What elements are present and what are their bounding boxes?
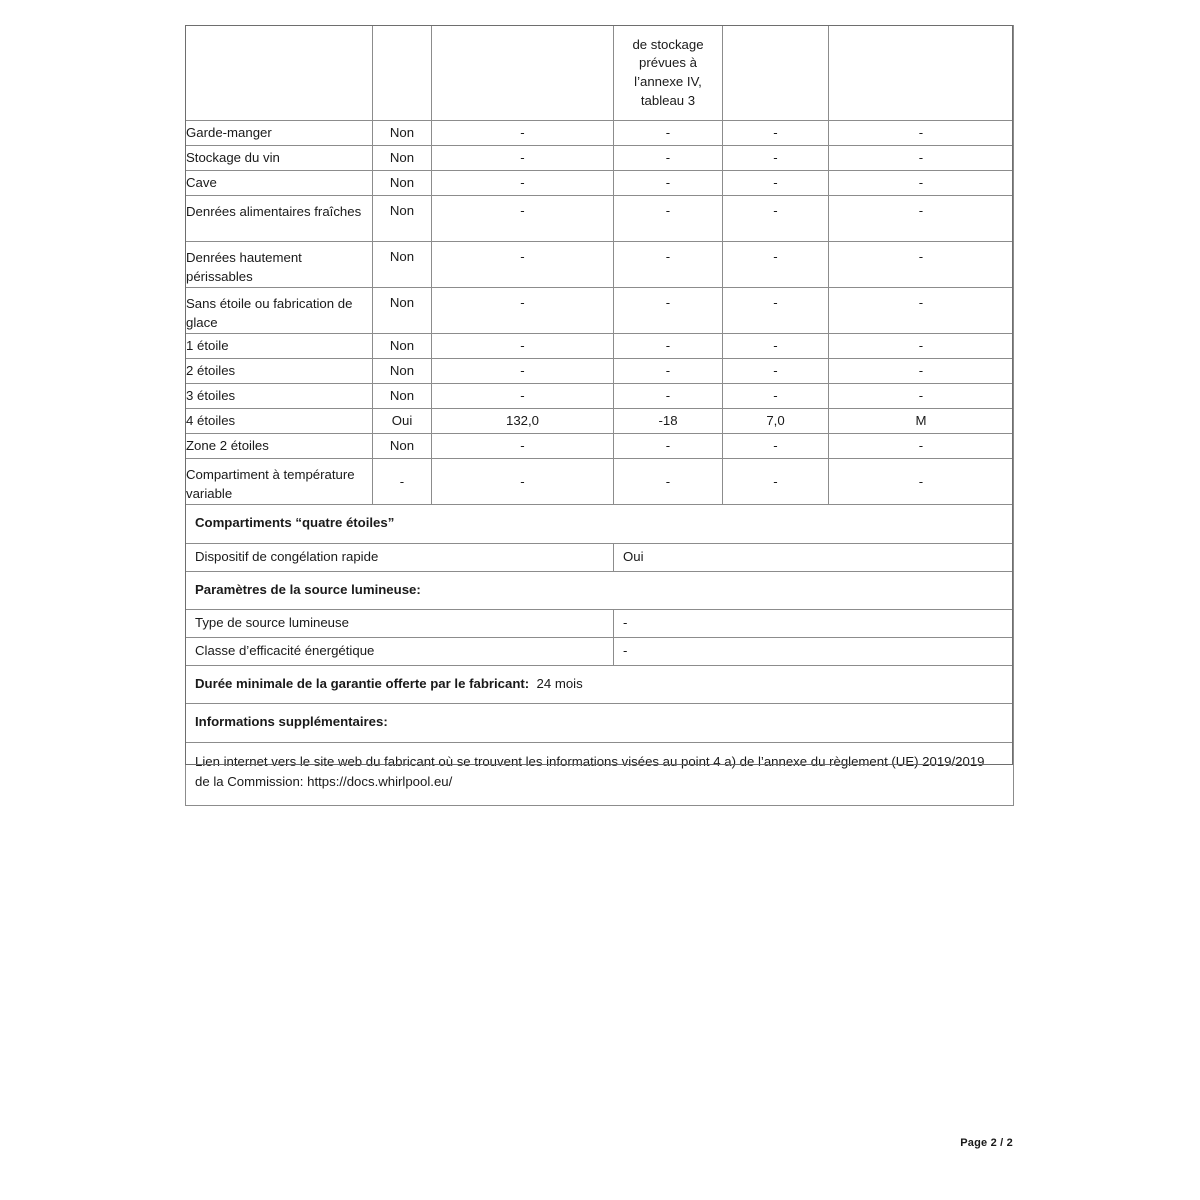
compartment-temperature: - — [614, 242, 723, 288]
warranty-label: Durée minimale de la garantie offerte par le fabricant: — [195, 676, 530, 692]
fast-freeze-value: Oui — [614, 543, 1014, 571]
compartment-present: Non — [373, 334, 432, 359]
warranty-value: 24 mois — [536, 676, 583, 692]
compartment-volume: - — [432, 334, 614, 359]
compartment-freezing-capacity: - — [723, 288, 829, 334]
light-source-efficiency-value: - — [614, 638, 1014, 666]
header-cell-empty-5 — [829, 26, 1014, 121]
light-source-efficiency-label: Classe d’efficacité énergétique — [186, 638, 614, 666]
compartment-freezing-capacity: - — [723, 459, 829, 505]
compartment-temperature: -18 — [614, 409, 723, 434]
compartment-volume: - — [432, 384, 614, 409]
section-header-additional-row — [186, 703, 1014, 742]
compartment-label: 2 étoiles — [186, 359, 373, 384]
compartment-temperature: - — [614, 288, 723, 334]
compartment-volume: - — [432, 242, 614, 288]
compartment-label: Denrées hautement périssables — [186, 242, 373, 288]
fast-freeze-label: Dispositif de congélation rapide — [186, 543, 614, 571]
table-row — [186, 242, 1014, 288]
compartment-label: Compartiment à température variable — [186, 459, 373, 505]
header-cell-empty-2 — [373, 26, 432, 121]
table-row — [186, 196, 1014, 242]
table-row — [186, 409, 1014, 434]
product-information-table — [185, 25, 1014, 806]
compartment-climate-class: - — [829, 196, 1014, 242]
compartment-temperature: - — [614, 121, 723, 146]
compartment-label: Cave — [186, 171, 373, 196]
warranty-row — [186, 666, 1014, 704]
compartment-climate-class: - — [829, 459, 1014, 505]
compartment-present: Non — [373, 434, 432, 459]
compartment-climate-class: - — [829, 334, 1014, 359]
compartment-present: Non — [373, 359, 432, 384]
compartment-label: 3 étoiles — [186, 384, 373, 409]
page-number-footer: Page 2 / 2 — [960, 1137, 1013, 1149]
compartment-temperature: - — [614, 384, 723, 409]
light-source-efficiency-row — [186, 638, 1014, 666]
compartment-present: Non — [373, 121, 432, 146]
compartment-volume: - — [432, 359, 614, 384]
compartment-climate-class: - — [829, 242, 1014, 288]
compartment-freezing-capacity: - — [723, 146, 829, 171]
compartment-present: Non — [373, 242, 432, 288]
compartment-climate-class: - — [829, 171, 1014, 196]
compartment-climate-class: - — [829, 146, 1014, 171]
compartment-volume: - — [432, 171, 614, 196]
compartment-climate-class: - — [829, 384, 1014, 409]
compartment-temperature: - — [614, 171, 723, 196]
compartment-label: 4 étoiles — [186, 409, 373, 434]
compartment-volume: - — [432, 434, 614, 459]
compartment-label: Zone 2 étoiles — [186, 434, 373, 459]
compartment-temperature: - — [614, 334, 723, 359]
table-row — [186, 121, 1014, 146]
header-cell-storage-conditions — [614, 26, 723, 121]
section-header-four-stars-row — [186, 505, 1014, 544]
compartment-temperature: - — [614, 196, 723, 242]
compartment-freezing-capacity: - — [723, 384, 829, 409]
warranty-cell — [186, 666, 1014, 704]
light-source-type-value: - — [614, 610, 1014, 638]
compartment-present: Non — [373, 146, 432, 171]
light-source-type-row — [186, 610, 1014, 638]
compartment-volume: 132,0 — [432, 409, 614, 434]
header-cell-empty-4 — [723, 26, 829, 121]
compartment-freezing-capacity: 7,0 — [723, 409, 829, 434]
compartment-present: Non — [373, 288, 432, 334]
compartment-present: Non — [373, 384, 432, 409]
compartment-climate-class: - — [829, 121, 1014, 146]
table-row — [186, 146, 1014, 171]
compartment-label: Sans étoile ou fabrication de glace — [186, 288, 373, 334]
compartment-volume: - — [432, 121, 614, 146]
compartment-label: Garde-manger — [186, 121, 373, 146]
section-header-additional: Informations supplémentaires: — [186, 703, 1014, 742]
compartment-temperature: - — [614, 359, 723, 384]
compartment-present: Non — [373, 171, 432, 196]
compartment-present: - — [373, 459, 432, 505]
compartment-freezing-capacity: - — [723, 171, 829, 196]
compartment-temperature: - — [614, 434, 723, 459]
table-row — [186, 288, 1014, 334]
compartment-freezing-capacity: - — [723, 434, 829, 459]
header-fragment-line-4: tableau 3 — [640, 92, 696, 108]
section-header-four-stars: Compartiments “quatre étoiles” — [186, 505, 1014, 544]
compartment-temperature: - — [614, 459, 723, 505]
compartment-present: Non — [373, 196, 432, 242]
table-row — [186, 334, 1014, 359]
compartment-freezing-capacity: - — [723, 359, 829, 384]
table-row — [186, 171, 1014, 196]
compartment-temperature: - — [614, 146, 723, 171]
compartment-climate-class: M — [829, 409, 1014, 434]
table-row — [186, 434, 1014, 459]
header-fragment-line-1: de stockage — [632, 36, 704, 52]
light-source-type-label: Type de source lumineuse — [186, 610, 614, 638]
header-cell-empty-1 — [186, 26, 373, 121]
header-fragment-line-3: l’annexe IV, — [634, 74, 702, 89]
table-row — [186, 359, 1014, 384]
section-header-light-source: Paramètres de la source lumineuse: — [186, 571, 1014, 610]
compartment-freezing-capacity: - — [723, 334, 829, 359]
compartment-climate-class: - — [829, 359, 1014, 384]
table-row — [186, 384, 1014, 409]
compartment-label: Denrées alimentaires fraîches — [186, 196, 373, 242]
header-cell-empty-3 — [432, 26, 614, 121]
fast-freeze-row — [186, 543, 1014, 571]
section-header-light-source-row — [186, 571, 1014, 610]
compartment-present: Oui — [373, 409, 432, 434]
compartment-freezing-capacity: - — [723, 242, 829, 288]
compartment-freezing-capacity: - — [723, 121, 829, 146]
table-header-continuation-row — [186, 26, 1014, 121]
compartment-climate-class: - — [829, 288, 1014, 334]
compartment-climate-class: - — [829, 434, 1014, 459]
compartment-label: 1 étoile — [186, 334, 373, 359]
compartment-freezing-capacity: - — [723, 196, 829, 242]
compartment-label: Stockage du vin — [186, 146, 373, 171]
table-row — [186, 459, 1014, 505]
compartment-volume: - — [432, 146, 614, 171]
additional-note-text: Lien internet vers le site web du fabricant où se trouvent les informations visées au point 4 a) de l’annexe du règlement (UE) 2019/2019 de la Commission: https://docs.whirlpool.eu/ — [186, 742, 1014, 805]
additional-note-row — [186, 742, 1014, 805]
compartment-volume: - — [432, 288, 614, 334]
compartment-volume: - — [432, 459, 614, 505]
header-fragment-line-2: prévues à — [639, 55, 697, 71]
compartment-volume: - — [432, 196, 614, 242]
